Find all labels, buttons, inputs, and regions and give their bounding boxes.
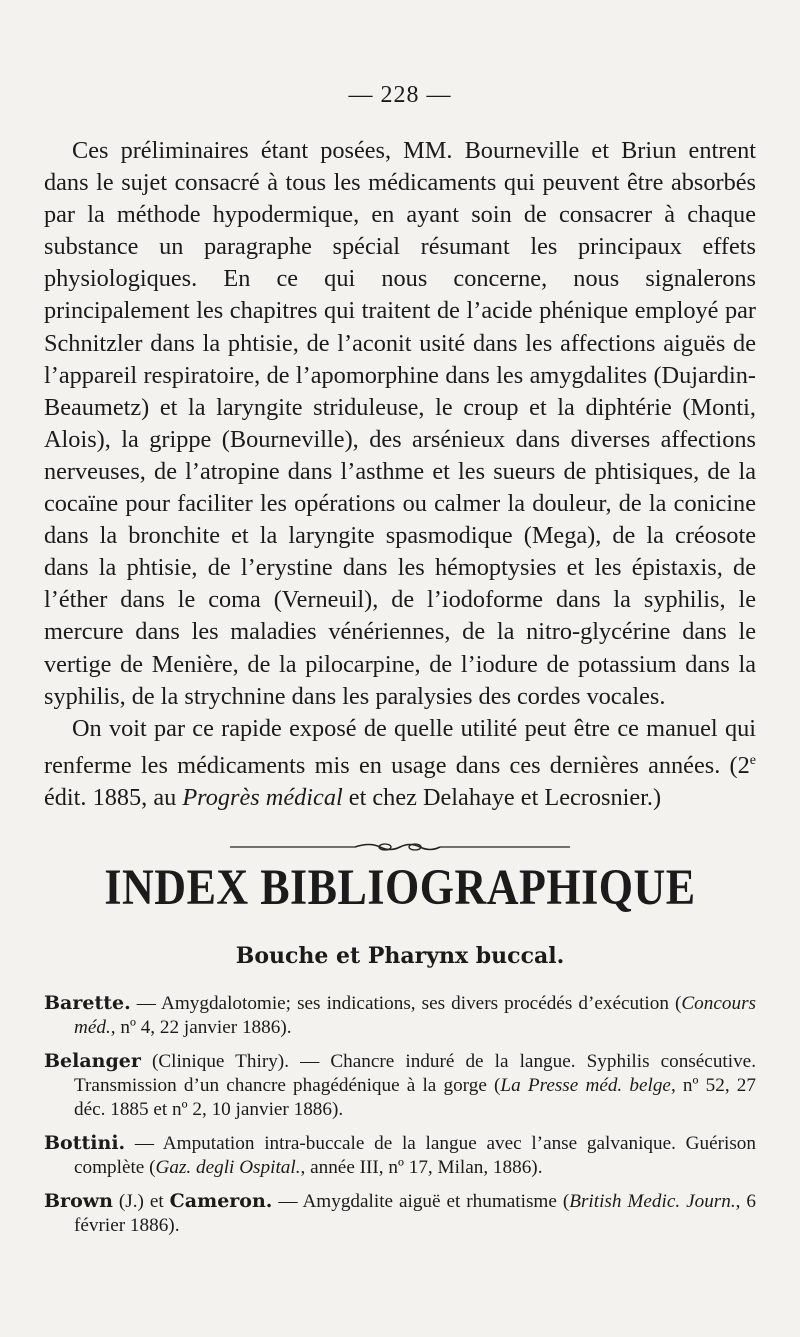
reference-text: — Amygdalotomie; ses indications, ses divers procédés d’exécution ( [130,993,682,1015]
body-text [44,135,756,814]
reference-author: Bottini. [44,1132,126,1155]
reference-journal: Gaz. degli Ospital. [155,1157,301,1179]
reference-entry [44,1189,756,1238]
closing-text-1: On voit par ce rapide exposé de quelle utilité peut être ce manuel qui renferme les médicaments mis en usage dans ces dernières années. (2 [44,714,756,779]
closing-journal-title: Progrès médical [182,783,343,811]
reference-details: , nº 52, 27 déc. 1885 et nº 2, 10 janvier 1886). [74,1075,756,1121]
paragraph: Ces préliminaires étant posées, MM. Bourneville et Briun entrent dans le sujet consacré à tous les médicaments qui peuvent être absorbés par la méthode hypodermique, en ayant soin de consacrer à chaque substance un paragraphe spécial résumant les principaux effets physiologiques. En ce qui nous concerne, nous signalerons principalement les chapitres qui traitent de l’acide phénique employé par Schnitzler dans la phtisie, de l’aconit usité dans les affections aiguës de l’appareil respiratoire, de l’apomorphine dans les amygdalites (Dujardin-Beaumetz) et la laryngite striduleuse, le croup et la diphtérie (Monti, Alois), la grippe (Bourneville), des arsénieux dans diverses affections nerveuses, de l’atropine dans l’asthme et les sueurs de phtisiques, de la cocaïne pour faciliter les opérations ou calmer la douleur, de la conicine dans la bronchite et la laryngite spasmodique (Mega), de la créosote dans la phtisie, de l’erystine dans les hémoptysies et les épistaxis, de l’éther dans le coma (Verneuil), de l’iodoforme dans la syphilis, le mercure dans les maladies vénériennes, de la nitro-glycérine dans le vertige de Menière, de la pilocarpine, de l’iodure de potassium dans la syphilis, de la strychnine dans les paralysies des cordes vocales. [44,137,756,710]
closing-superscript: e [749,752,756,768]
reference-entry [44,991,756,1040]
section-title: INDEX BIBLIOGRAPHIQUE [104,859,696,916]
reference-details: , année III, nº 17, Milan, 1886). [300,1157,543,1179]
reference-journal: La Presse méd. belge [500,1075,671,1097]
reference-journal: Concours méd. [74,993,756,1039]
reference-entry [44,1049,756,1122]
subsection-title: Bouche et Pharynx buccal. [235,943,565,970]
page-number: — 228 — [348,82,452,108]
ornament-divider-icon [230,840,570,854]
reference-author: Barette. [44,992,131,1015]
reference-journal: British Medic. Journ. [569,1191,736,1213]
reference-text: — Amputation intra-buccale de la langue avec l’anse galvanique. Guérison complète ( [74,1133,756,1179]
reference-author: Brown [44,1190,113,1213]
reference-coauthor: Cameron. [169,1190,273,1213]
reference-entry [44,1131,756,1180]
reference-text: (J.) et [112,1191,170,1213]
closing-text-3: et chez Delahaye et Lecrosnier.) [342,783,662,811]
closing-paragraph [44,713,756,814]
reference-details: , nº 4, 22 janvier 1886). [110,1017,292,1039]
reference-text: (Clinique Thiry). — Chancre induré de la langue. Syphilis consécutive. Transmission d’un chancre phagédénique à la gorge ( [74,1051,756,1097]
closing-text-2: édit. 1885, au [44,783,183,811]
reference-text: — Amygdalite aiguë et rhumatisme ( [272,1191,570,1213]
reference-list [44,991,756,1238]
reference-author: Belanger [44,1050,141,1073]
reference-details: , 6 février 1886). [74,1191,757,1237]
